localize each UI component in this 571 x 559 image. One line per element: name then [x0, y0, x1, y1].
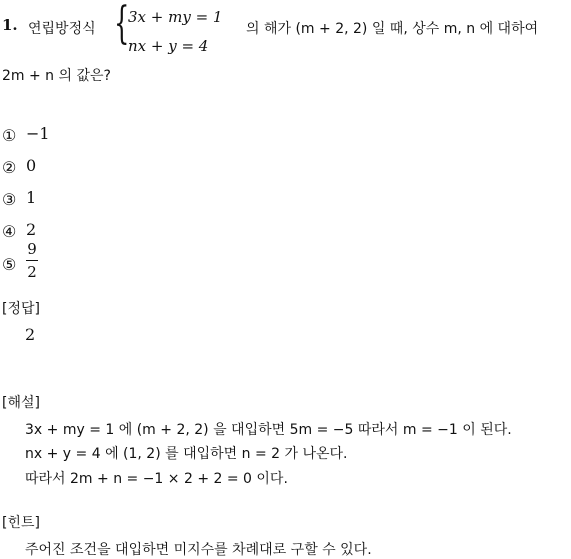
equation-2: nx + y = 4 [128, 37, 209, 55]
choice-2-value: 0 [26, 156, 37, 175]
fraction-numerator: 9 [27, 240, 37, 258]
question-condition: 의 해가 (m + 2, 2) 일 때, 상수 m, n 에 대하여 [246, 21, 539, 37]
explanation-line-3: 따라서 2m + n = −1 × 2 + 2 = 0 이다. [25, 471, 288, 487]
answer-heading: [정답] [2, 301, 40, 317]
choice-3-value: 1 [26, 188, 37, 207]
explanation-heading: [해설] [2, 395, 40, 411]
hint-text: 주어진 조건을 대입하면 미지수를 차례대로 구할 수 있다. [25, 542, 372, 558]
answer-value: 2 [25, 325, 36, 344]
choice-3-marker: ③ [2, 190, 17, 209]
choice-2-marker: ② [2, 158, 17, 177]
choice-4-marker: ④ [2, 222, 17, 241]
explanation-line-1: 3x + my = 1 에 (m + 2, 2) 을 대입하면 5m = −5 따라서 m = −1 이 된다. [25, 422, 512, 438]
choice-1-marker: ① [2, 126, 17, 145]
system-brace: { [114, 0, 130, 49]
fraction-denominator: 2 [27, 263, 37, 281]
choice-5-fraction [22, 240, 42, 281]
question-number: 1. [2, 16, 18, 34]
fraction-bar [26, 260, 38, 261]
choice-5-marker: ⑤ [2, 255, 17, 274]
choice-4-value: 2 [26, 220, 37, 239]
choice-1-value: −1 [26, 124, 50, 143]
hint-heading: [힌트] [2, 515, 40, 531]
question-line-2: 2m + n 의 값은? [2, 68, 111, 84]
equation-1: 3x + my = 1 [128, 8, 223, 26]
question-intro: 연립방정식 [28, 21, 96, 37]
explanation-line-2: nx + y = 4 에 (1, 2) 를 대입하면 n = 2 가 나온다. [25, 446, 348, 462]
